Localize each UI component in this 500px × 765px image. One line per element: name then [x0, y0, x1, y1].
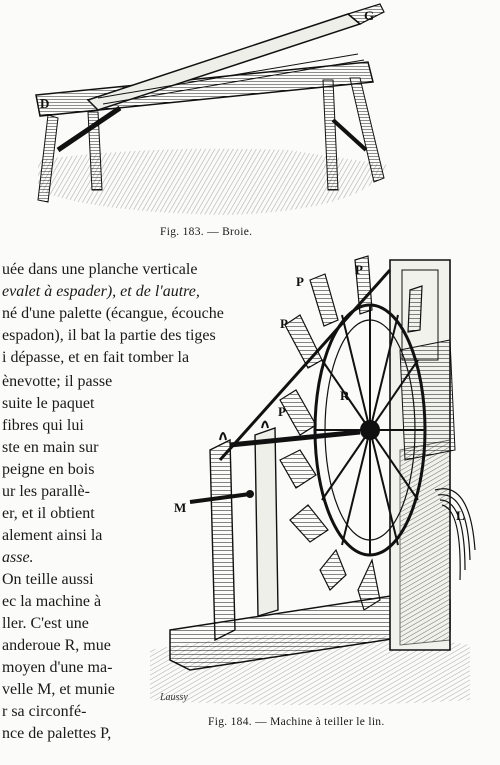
text-line: ur les parallè-: [2, 483, 90, 500]
label-p: P: [355, 262, 363, 277]
label-p: P: [296, 274, 304, 289]
text-line: alement ainsi la: [2, 527, 103, 544]
text-line: i dépasse, et en fait tomber la: [2, 349, 190, 366]
text-line: moyen d'une ma-: [2, 659, 113, 676]
text-line: er, et il obtient: [2, 505, 95, 522]
text-line: nce de palettes P,: [2, 725, 112, 742]
figure-183-caption: Fig. 183. — Broie.: [160, 226, 253, 238]
text-line: anderoue R, mue: [2, 637, 111, 654]
text-line: ller. C'est une: [2, 615, 89, 632]
text-line: r sa circonfé-: [2, 703, 87, 720]
label-d: D: [40, 96, 50, 111]
text-line: ec la machine à: [2, 593, 102, 610]
text-line: suite le paquet: [2, 395, 95, 412]
text-line: ste en main sur: [2, 439, 99, 456]
text-line: fibres qui lui: [2, 417, 84, 434]
text-line: espadon), il bat la partie des tiges: [2, 327, 216, 344]
text-line: On teille aussi: [2, 571, 94, 588]
text-line: uée dans une planche verticale: [2, 261, 198, 278]
text-line: ènevotte; il passe: [2, 373, 113, 390]
figure-184-caption: Fig. 184. — Machine à teiller le lin.: [208, 716, 385, 728]
label-p: P: [280, 316, 288, 331]
label-g: G: [364, 8, 375, 23]
label-r: R: [340, 388, 350, 403]
text-line: velle M, et munie: [2, 681, 115, 698]
text-line: evalet à espader), et de l'autre,: [2, 283, 200, 300]
engraver-signature: Laussy: [160, 692, 188, 703]
text-line: asse.: [2, 549, 34, 566]
figure-183-broie-illustration: [28, 0, 408, 222]
label-p: P: [278, 404, 286, 419]
text-line: né d'une palette (écangue, écouche: [2, 305, 224, 322]
figure-184-machine-illustration: [150, 250, 480, 710]
label-m: M: [174, 500, 187, 515]
text-line: peigne en bois: [2, 461, 95, 478]
label-l: L: [456, 508, 465, 523]
